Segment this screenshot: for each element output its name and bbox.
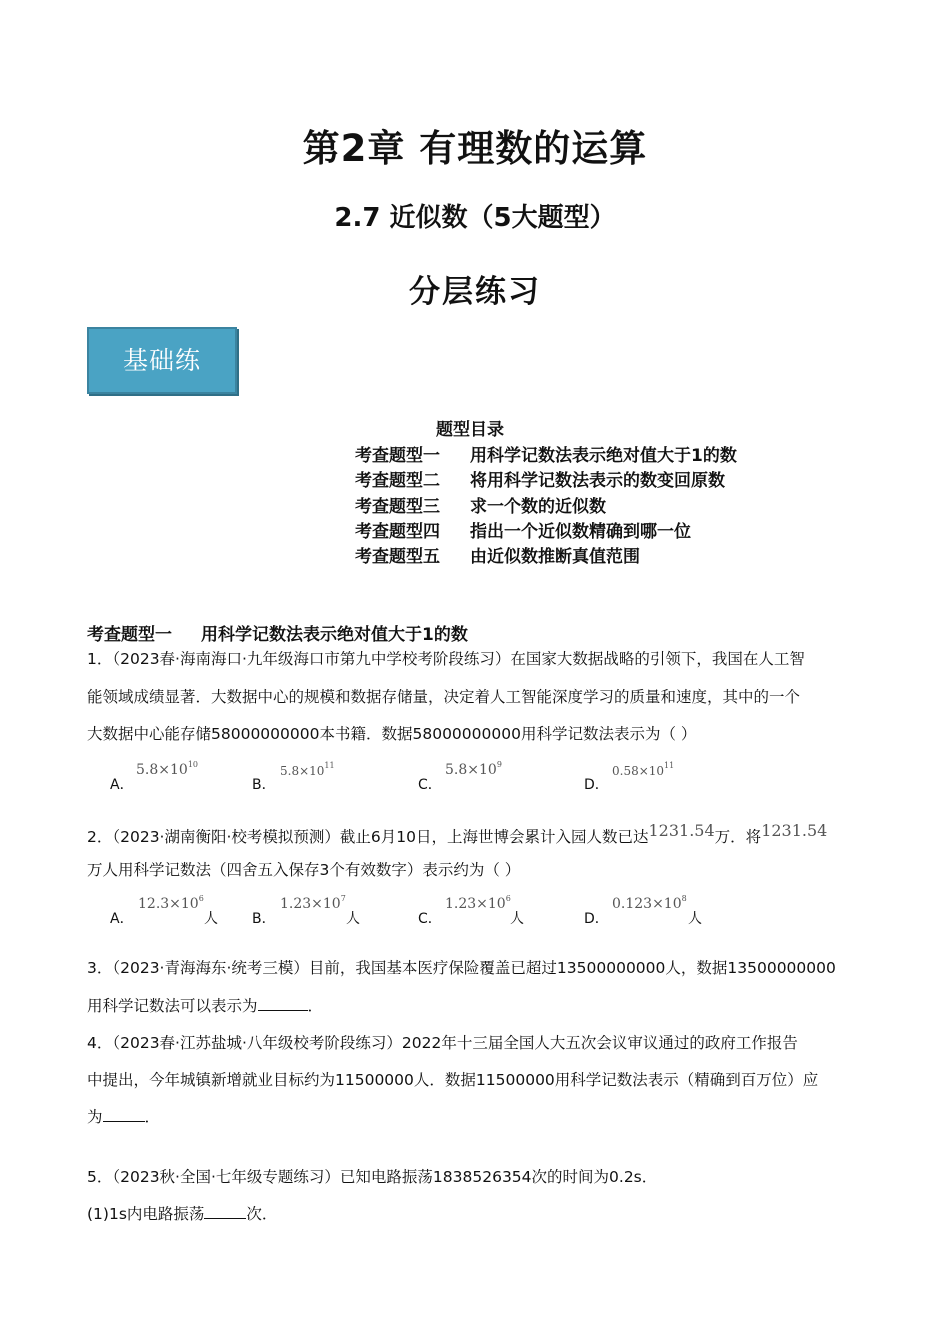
q4-line3 [87,1105,160,1127]
mantissa: 5.8×10 [136,762,188,778]
section-heading [87,620,468,645]
q1-option-a-value [136,760,198,778]
q3-line2-tail: ． [307,997,324,1015]
exponent: 6 [198,894,204,903]
q1-option-d-label[interactable]: D． [584,777,609,793]
q1-line3: 大数据中心能存储58000000000本书籍．数据58000000000用科学记数法表示为（ ） [87,725,697,743]
q5-line2 [87,1202,277,1224]
q2-line2: 万人用科学记数法（四舍五入保存3个有效数字）表示约为（ ） [87,861,521,879]
exponent: 9 [496,760,502,769]
q1-option-c-label[interactable]: C． [418,777,442,793]
exponent: 10 [187,760,198,769]
exponent: 8 [681,894,687,903]
q2-option-a-label[interactable]: A． [110,911,134,927]
mantissa: 0.58×10 [612,764,665,778]
q2-number-repeat: 1231.54 [761,821,828,840]
exponent: 7 [340,894,346,903]
q4-answer-blank[interactable] [103,1120,145,1122]
q2-option-c-label[interactable]: C． [418,911,442,927]
q2-option-d-value [612,894,687,912]
q2-line1-text: 2．（2023·湖南衡阳·校考模拟预测）截止6月10日，上海世博会累计入园人数已达 [87,828,649,846]
toc-item-text: 将用科学记数法表示的数变回原数 [470,471,725,491]
q1-option-b-value [280,761,335,778]
section-heading-text: 用科学记数法表示绝对值大于1的数 [201,625,468,645]
q2-option-d-unit: 人 [688,911,702,927]
q1-line1: 1．（2023春·海南海口·九年级海口市第九中学校考阶段练习）在国家大数据战略的引领下，我国在人工智 [87,650,805,668]
q2-option-d-label[interactable]: D． [584,911,609,927]
q5-answer-blank[interactable] [204,1217,246,1219]
q4-line3-tail: ． [144,1108,161,1126]
toc-item-text: 指出一个近似数精确到哪一位 [470,522,691,542]
q3-line1: 3．（2023·青海海东·统考三模）目前，我国基本医疗保险覆盖已超过13500000000人，数据13500000000 [87,959,836,977]
toc-item-prefix: 考查题型四 [355,522,440,542]
q2-option-b-label[interactable]: B． [252,911,276,927]
q1-option-b-label[interactable]: B． [252,777,276,793]
q1-option-a-label[interactable]: A． [110,777,134,793]
toc-item[interactable] [355,466,725,491]
q4-line1: 4．（2023春·江苏盐城·八年级校考阶段练习）2022年十三届全国人大五次会议审议通过的政府工作报告 [87,1034,798,1052]
chapter-title: 第2章 有理数的运算 [302,127,648,170]
q5-line2-tail: 次． [246,1205,278,1223]
q3-answer-blank[interactable] [258,1009,308,1011]
level-badge: 基础练 [87,327,237,394]
mantissa: 0.123×10 [612,896,682,912]
q5-line1: 5．（2023秋·全国·七年级专题练习）已知电路振荡1838526354次的时间为0.2s． [87,1168,658,1186]
mantissa: 5.8×10 [445,762,497,778]
q5-line2-text: (1)1s内电路振荡 [87,1205,205,1223]
mantissa: 5.8×10 [280,764,325,778]
toc-item-text: 用科学记数法表示绝对值大于1的数 [470,446,737,466]
toc-item-text: 求一个数的近似数 [470,497,606,517]
toc-heading: 题型目录 [436,420,504,440]
toc-item[interactable] [355,542,640,567]
q2-option-a-value [138,894,204,912]
section-title: 2.7 近似数（5大题型） [334,203,616,233]
q2-line1 [87,821,827,847]
exponent: 6 [505,894,511,903]
q4-line3-text: 为 [87,1108,103,1126]
toc-item-prefix: 考查题型三 [355,497,440,517]
mantissa: 1.23×10 [445,896,506,912]
q2-option-a-unit: 人 [204,911,218,927]
q1-option-c-value [445,760,502,778]
mantissa: 12.3×10 [138,896,199,912]
q1-line2: 能领域成绩显著．大数据中心的规模和数据存储量，决定着人工智能深度学习的质量和速度，其中的一个 [87,688,801,706]
q2-number: 1231.54 [648,821,715,840]
q4-line2: 中提出，今年城镇新增就业目标约为11500000人．数据11500000用科学记数法表示（精确到百万位）应 [87,1071,819,1089]
q2-line1-tail: 万．将 [714,828,762,846]
toc-item-text: 由近似数推断真值范围 [470,547,640,567]
mantissa: 1.23×10 [280,896,341,912]
q3-line2 [87,994,323,1016]
q2-option-b-value [280,894,346,912]
exponent: 11 [664,761,675,770]
subtitle: 分层练习 [409,274,541,310]
toc-item[interactable] [355,517,691,542]
q2-option-c-value [445,894,511,912]
q2-option-c-unit: 人 [510,911,524,927]
toc-item-prefix: 考查题型一 [355,446,440,466]
toc-item[interactable] [355,492,606,517]
q2-option-b-unit: 人 [346,911,360,927]
toc-item[interactable] [355,441,737,466]
exponent: 11 [324,761,335,770]
toc-item-prefix: 考查题型五 [355,547,440,567]
q1-option-d-value [612,761,674,778]
section-heading-prefix: 考查题型一 [87,625,172,645]
toc-item-prefix: 考查题型二 [355,471,440,491]
q3-line2-text: 用科学记数法可以表示为 [87,997,258,1015]
